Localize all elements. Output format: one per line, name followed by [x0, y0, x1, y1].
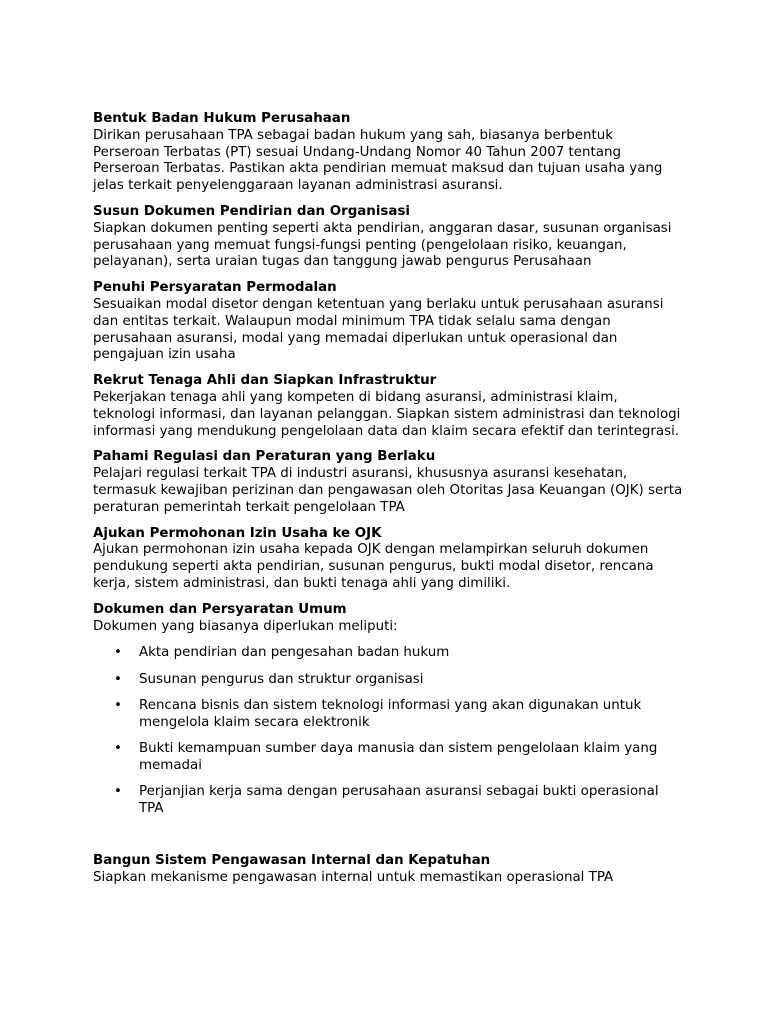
section-intro: Dokumen yang biasanya diperlukan meliputi:: [93, 618, 398, 634]
section-license-application: [93, 526, 683, 593]
section-heading: Ajukan Permohonan Izin Usaha ke OJK: [93, 525, 382, 541]
section-body: Siapkan mekanisme pengawasan internal untuk memastikan operasional TPA: [93, 869, 614, 885]
documents-list: [93, 645, 683, 817]
section-heading: Rekrut Tenaga Ahli dan Siapkan Infrastruktur: [93, 373, 437, 389]
spacer: [93, 827, 683, 853]
section-legal-entity: [93, 111, 683, 195]
section-heading: Bangun Sistem Pengawasan Internal dan Kepatuhan: [93, 853, 491, 869]
section-capital-requirements: [93, 280, 683, 364]
list-item-text: Perjanjian kerja sama dengan perusahaan asuransi sebagai bukti operasional TPA: [139, 784, 659, 816]
list-item-text: Susunan pengurus dan struktur organisasi: [139, 671, 424, 687]
list-item-text: Rencana bisnis dan sistem teknologi informasi yang akan digunakan untuk mengelola klaim secara elektronik: [139, 697, 642, 730]
list-item: [93, 741, 683, 775]
section-heading: Susun Dokumen Pendirian dan Organisasi: [93, 203, 411, 219]
list-item-text: Akta pendirian dan pengesahan badan hukum: [139, 645, 450, 661]
section-body: Dirikan perusahaan TPA sebagai badan hukum yang sah, biasanya berbentuk Perseroan Terbatas (PT) sesuai Undang-Undang Nomor 40 Tahun 2007 tentang Perseroan Terbatas. Pastikan akta pendirian memuat maksud dan tujuan usaha yang jelas terkait penyelenggaraan layanan administrasi asuransi.: [93, 127, 663, 194]
bullet-icon: •: [114, 784, 122, 800]
list-item-text: Bukti kemampuan sumber daya manusia dan sistem pengelolaan klaim yang memadai: [139, 741, 658, 773]
bullet-icon: •: [114, 645, 122, 661]
section-general-documents: [93, 602, 683, 818]
section-body: Pelajari regulasi terkait TPA di industri asuransi, khususnya asuransi kesehatan, termasuk kewajiban perizinan dan pengawasan oleh Otoritas Jasa Keuangan (OJK) serta peraturan pemerintah terkait pengelolaan TPA: [93, 466, 683, 515]
section-body: Ajukan permohonan izin usaha kepada OJK dengan melampirkan seluruh dokumen pendukung seperti akta pendirian, susunan pengurus, bukti modal disetor, rencana kerja, sistem administrasi, dan bukti tenaga ahli yang dimiliki.: [93, 542, 654, 591]
document-page: [93, 111, 683, 896]
list-item: [93, 672, 683, 689]
bullet-icon: •: [114, 741, 122, 756]
section-regulations: [93, 449, 683, 516]
section-heading: Penuhi Persyaratan Permodalan: [93, 280, 337, 296]
section-experts-infrastructure: [93, 373, 683, 440]
list-item: [93, 698, 683, 732]
section-body: Sesuaikan modal disetor dengan ketentuan yang berlaku untuk perusahaan asuransi dan entitas terkait. Walaupun modal minimum TPA tidak selalu sama dengan perusahaan asuransi, modal yang memadai diperlukan untuk operasional dan pengajuan izin usaha: [93, 296, 664, 363]
list-item: [93, 784, 683, 818]
section-founding-documents: [93, 204, 683, 271]
section-body: Siapkan dokumen penting seperti akta pendirian, anggaran dasar, susunan organisasi perusahaan yang memuat fungsi-fungsi penting (pengelolaan risiko, keuangan, pelayanan), serta uraian tugas dan tanggung jawab pengurus Perusahaan: [93, 220, 672, 270]
section-body: Pekerjakan tenaga ahli yang kompeten di bidang asuransi, administrasi klaim, teknologi informasi, dan layanan pelanggan. Siapkan sistem administrasi dan teknologi informasi yang mendukung pengelolaan data dan klaim secara efektif dan terintegrasi.: [93, 389, 681, 439]
list-item: [93, 645, 683, 662]
section-internal-control: [93, 853, 683, 887]
section-heading: Pahami Regulasi dan Peraturan yang Berlaku: [93, 449, 436, 465]
section-heading: Bentuk Badan Hukum Perusahaan: [93, 111, 351, 126]
bullet-icon: •: [114, 671, 122, 687]
section-heading: Dokumen dan Persyaratan Umum: [93, 601, 347, 617]
bullet-icon: •: [114, 697, 122, 713]
